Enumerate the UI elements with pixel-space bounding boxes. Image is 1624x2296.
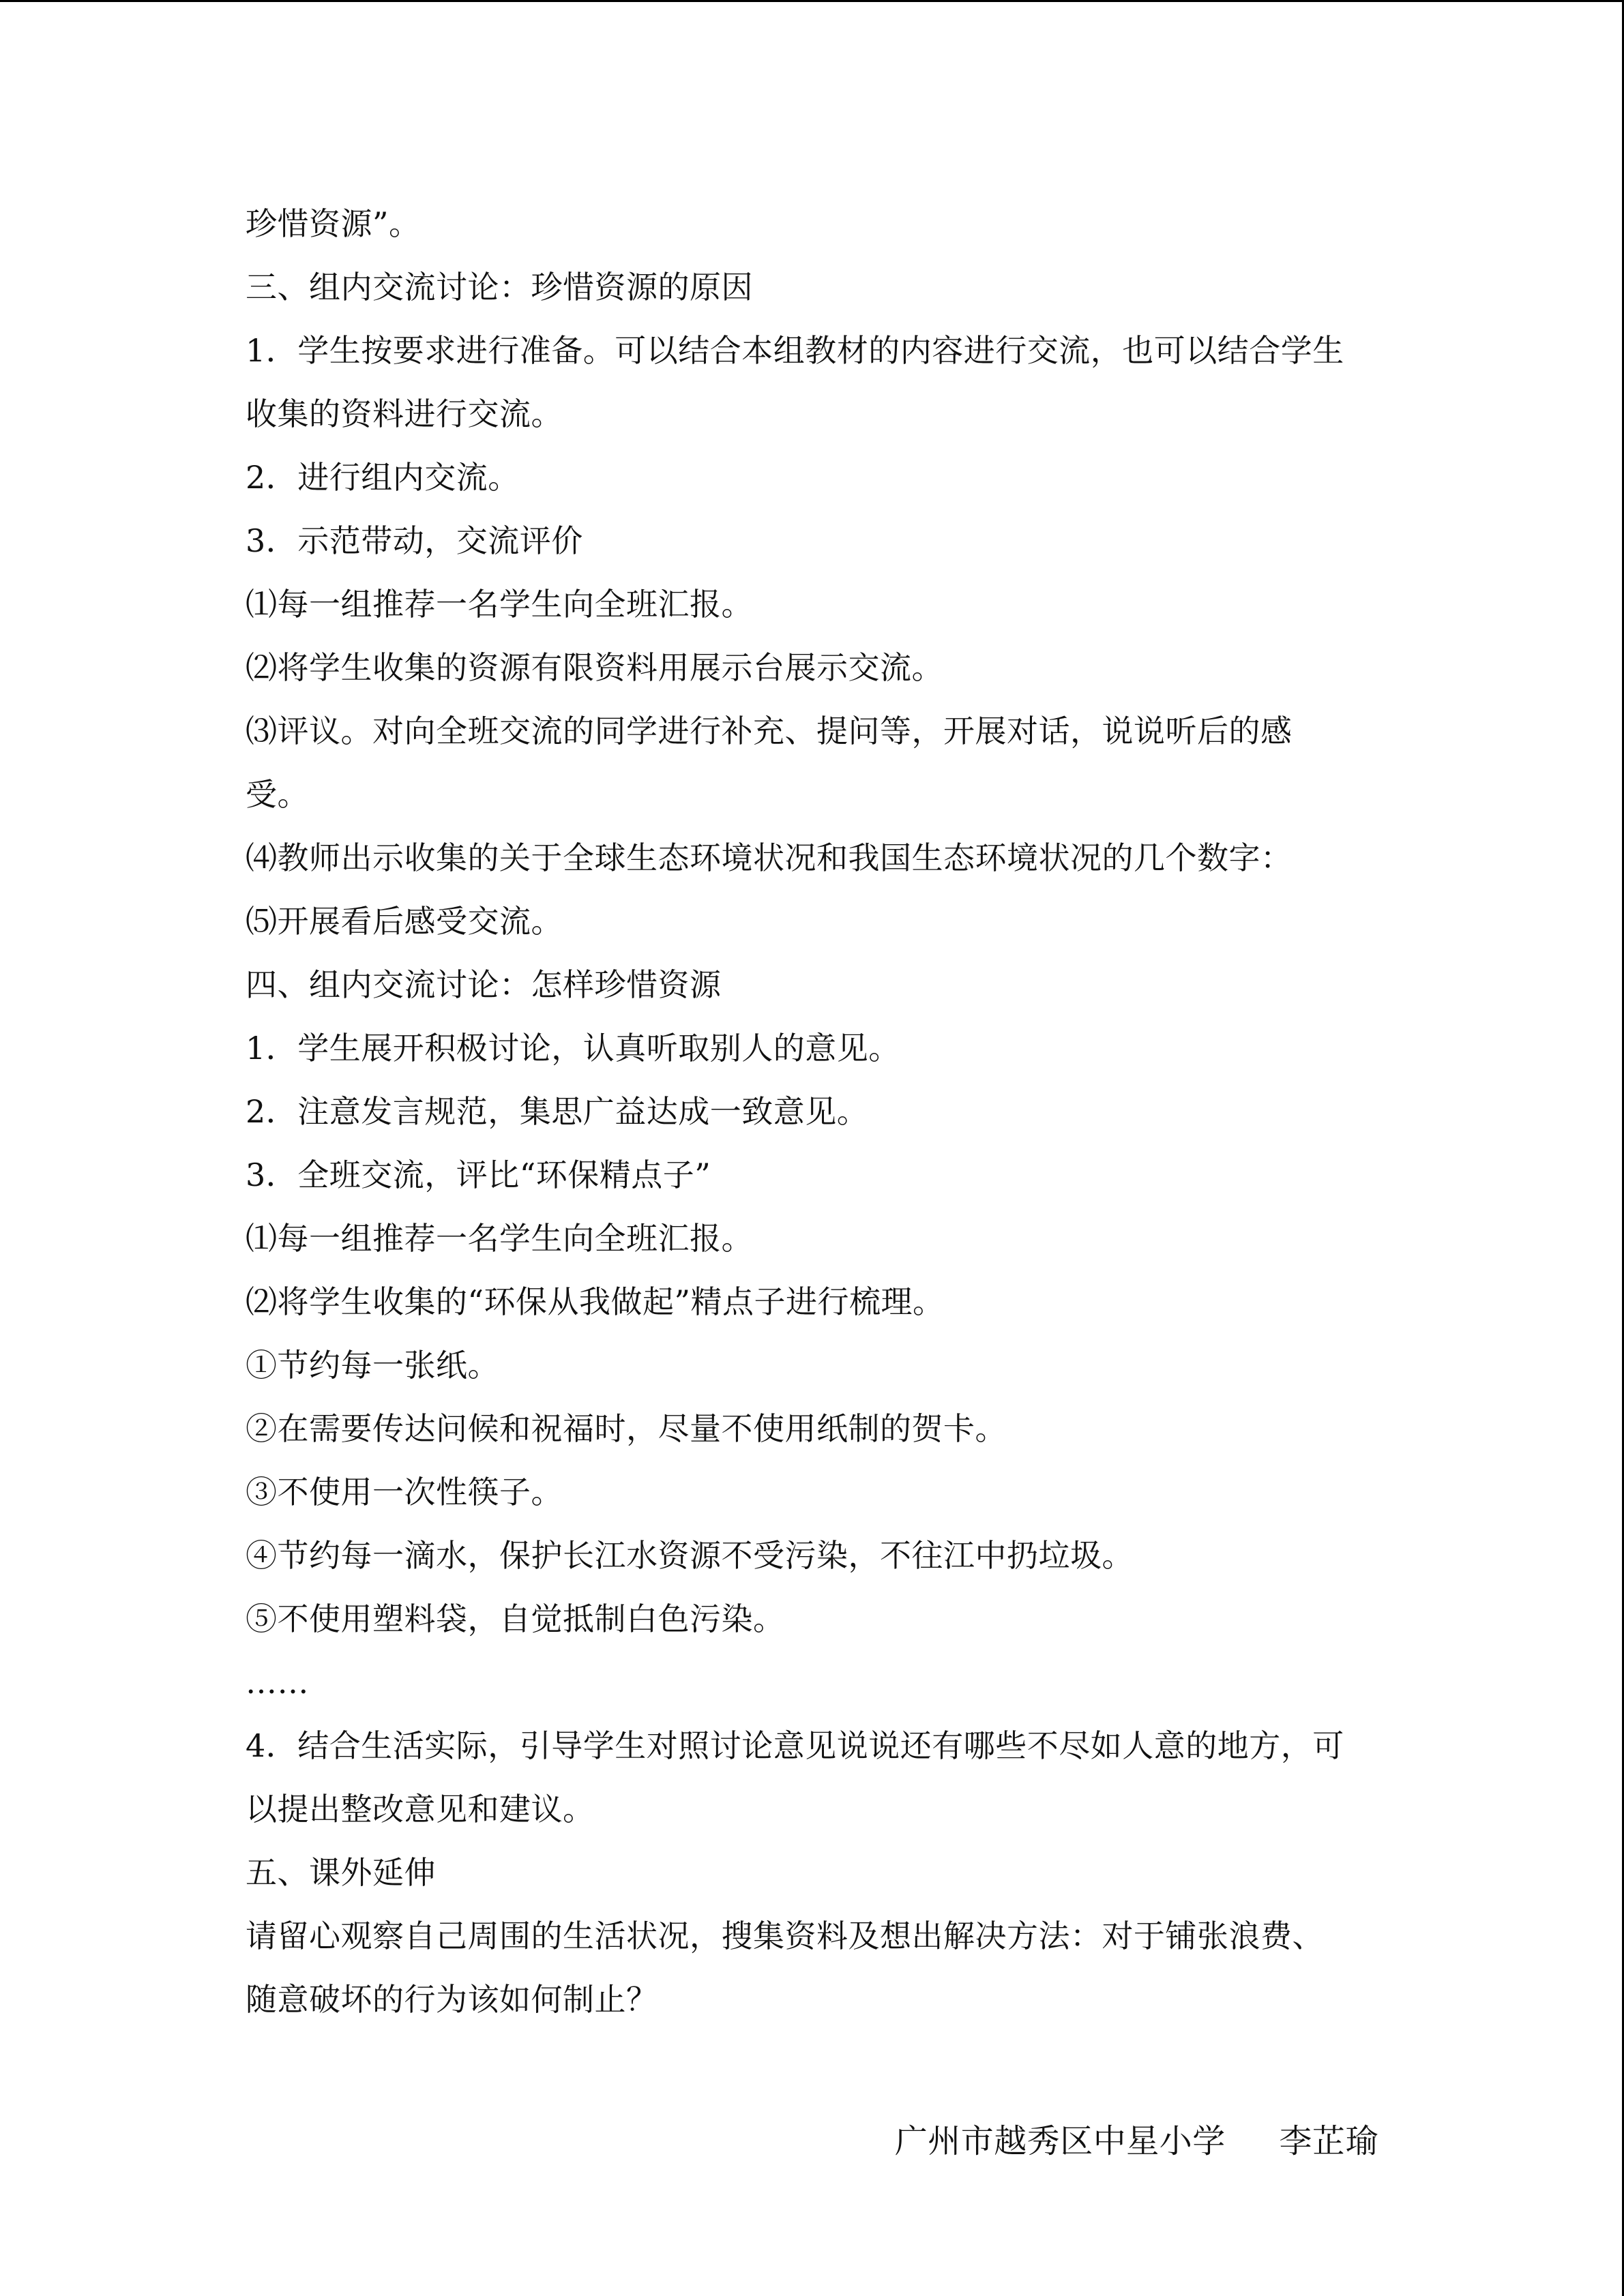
text-line: ⑸开展看后感受交流。 [246, 903, 563, 940]
text-line: ⑶评议。对向全班交流的同学进行补充、提问等，开展对话，说说听后的感 [246, 713, 1293, 749]
text-line: 收集的资料进行交流。 [246, 396, 563, 432]
list-item: ②在需要传达问候和祝福时，尽量不使用纸制的贺卡。 [246, 1410, 1007, 1447]
text-line: 以提出整改意见和建议。 [246, 1791, 595, 1828]
text-line: ⑴每一组推荐一名学生向全班汇报。 [246, 586, 753, 623]
list-item: ③不使用一次性筷子。 [246, 1474, 563, 1510]
section-heading: 三、组内交流讨论：珍惜资源的原因 [246, 269, 753, 305]
text-line: ⑴每一组推荐一名学生向全班汇报。 [246, 1220, 753, 1257]
list-item: ①节约每一张纸。 [246, 1347, 499, 1384]
text-line: 受。 [246, 776, 309, 813]
text-line: 请留心观察自己周围的生活状况，搜集资料及想出解决方法：对于铺张浪费、 [246, 1918, 1324, 1954]
page-top-border [0, 0, 1624, 2]
ellipsis-line: …… [246, 1664, 309, 1701]
text-line: 3．全班交流，评比“环保精点子” [246, 1157, 711, 1193]
list-item: ⑤不使用塑料袋，自觉抵制白色污染。 [246, 1600, 785, 1637]
text-line: 2．进行组内交流。 [246, 459, 520, 496]
text-line: ⑵将学生收集的“环保从我做起”精点子进行梳理。 [246, 1283, 945, 1320]
text-line: 珍惜资源”。 [246, 205, 421, 242]
text-line: 随意破坏的行为该如何制止？ [246, 1981, 658, 2018]
text-line: ⑵将学生收集的资源有限资料用展示台展示交流。 [246, 649, 943, 686]
text-line: 2．注意发言规范，集思广益达成一致意见。 [246, 1093, 869, 1130]
text-line: 1．学生按要求进行准备。可以结合本组教材的内容进行交流，也可以结合学生 [246, 332, 1344, 369]
list-item: ④节约每一滴水，保护长江水资源不受污染，不往江中扔垃圾。 [246, 1537, 1134, 1574]
text-line: ⑷教师出示收集的关于全球生态环境状况和我国生态环境状况的几个数字： [246, 839, 1293, 876]
section-heading: 五、课外延伸 [246, 1854, 436, 1891]
text-line: 1．学生展开积极讨论，认真听取别人的意见。 [246, 1030, 900, 1067]
section-heading: 四、组内交流讨论：怎样珍惜资源 [246, 966, 722, 1003]
text-line: 4．结合生活实际，引导学生对照讨论意见说说还有哪些不尽如人意的地方，可 [246, 1727, 1344, 1764]
text-line: 3．示范带动，交流评价 [246, 522, 583, 559]
author-signature: 广州市越秀区中星小学 李芷瑜 [894, 2122, 1378, 2160]
